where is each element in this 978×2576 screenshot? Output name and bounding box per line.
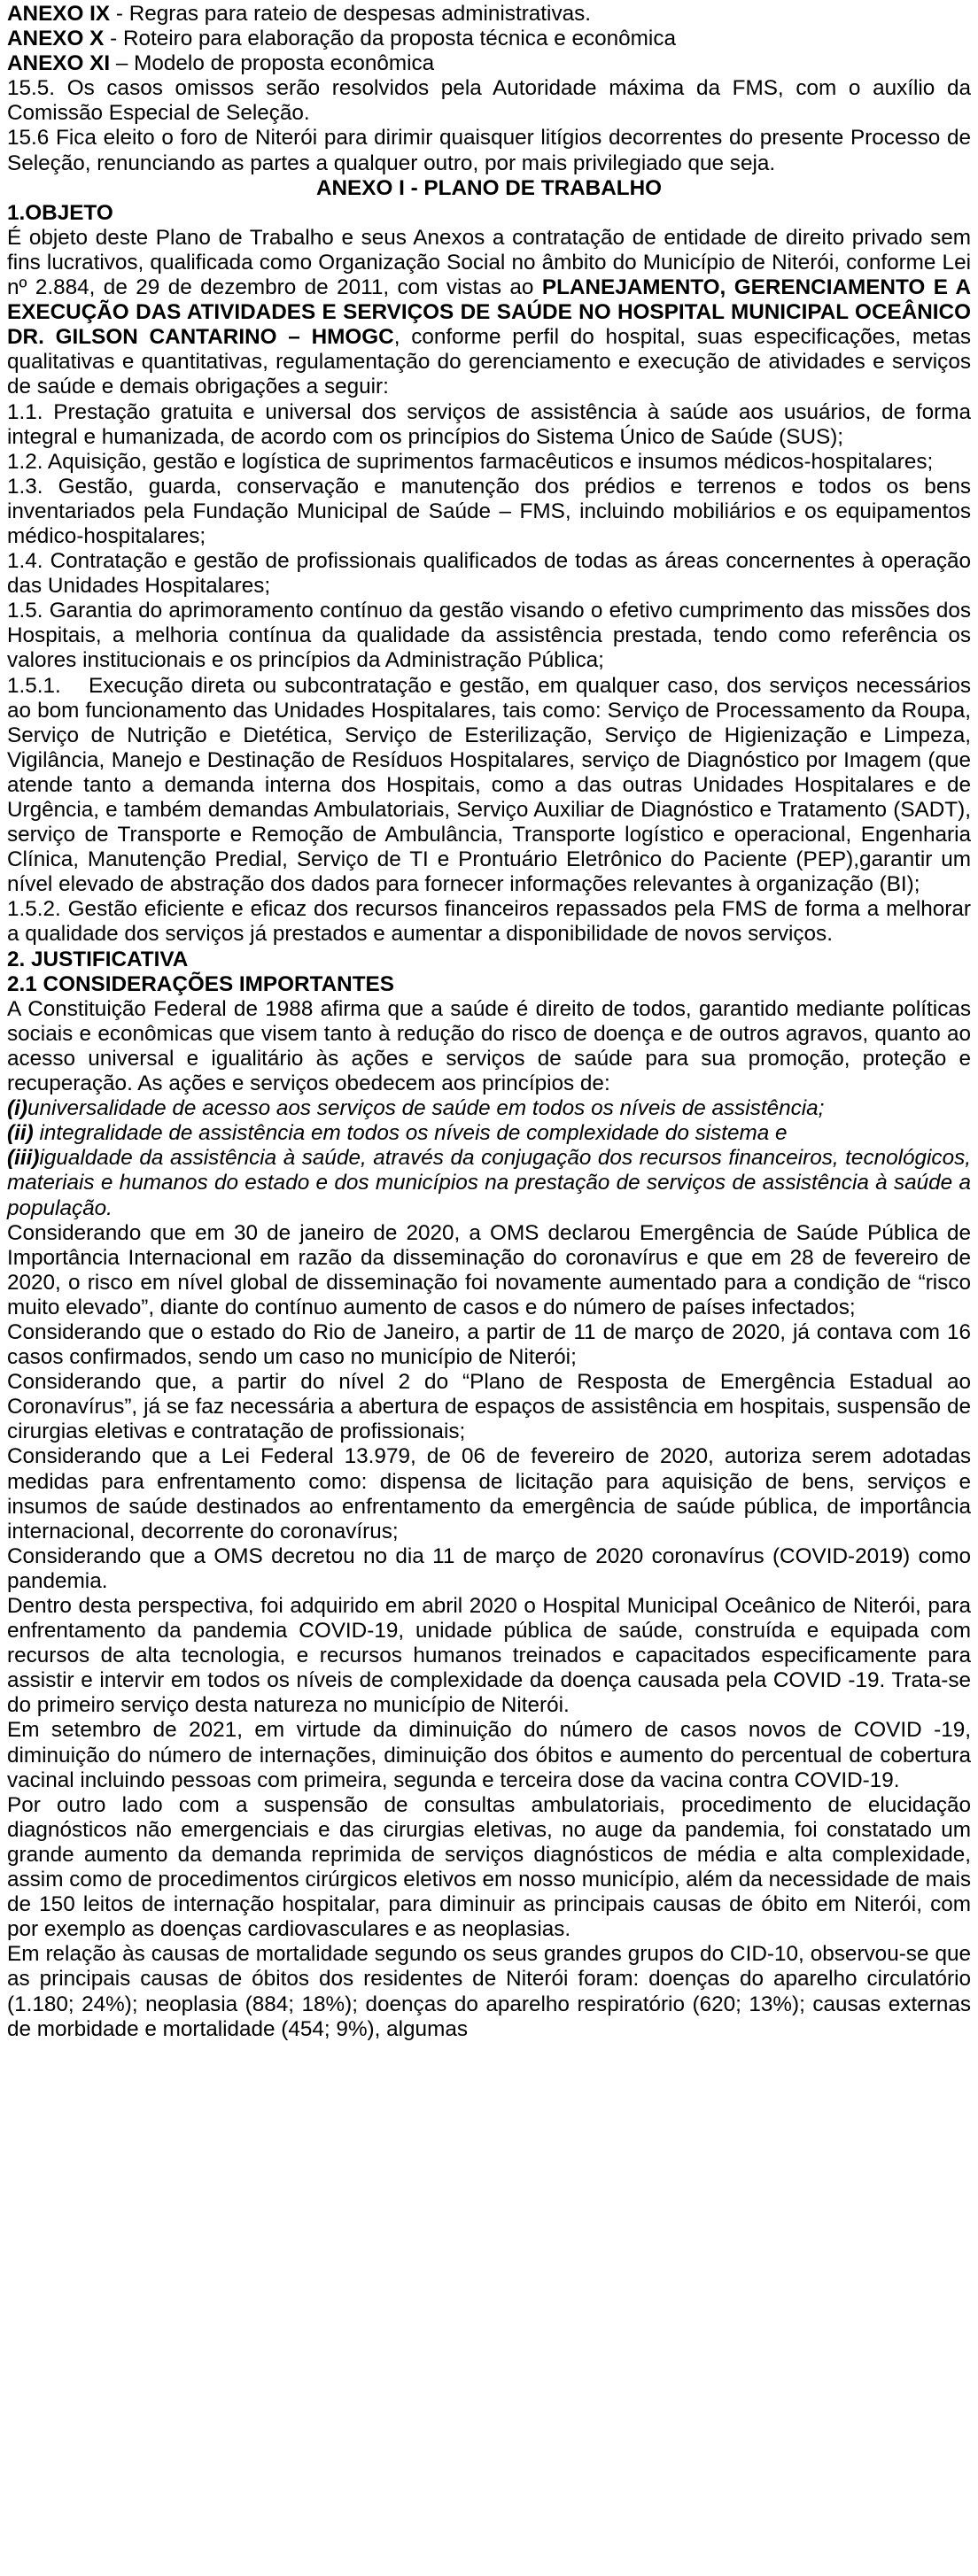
principle-text: integralidade de assistência em todos os níveis de complexidade do sistema e: [33, 1121, 788, 1146]
objeto-intro: É objeto deste Plano de Trabalho e seus Anexos a contratação de entidade de direito privado sem fins lucrativos, qualificada como Organização Social no âmbito do Município de Niterói, conforme Lei nº 2.884, de 29 de dezembro de 2011, com vistas ao: [7, 225, 971, 300]
annex-label: ANEXO X: [7, 27, 105, 51]
annex-i-title-text: ANEXO I - PLANO DE TRABALHO: [315, 175, 663, 200]
annex-x-line: [7, 27, 971, 51]
section-1-heading-text: 1.OBJETO: [7, 200, 113, 225]
item-1-1: 1.1. Prestação gratuita e universal dos serviços de assistência à saúde aos usuários, de forma integral e humanizada, de acordo com os princípios do Sistema Único de Saúde (SUS);: [7, 399, 971, 449]
item-number: 1.5.1.: [7, 673, 61, 698]
section-1-heading: [7, 201, 971, 226]
annex-i-title: [7, 176, 971, 201]
item-1-3: 1.3. Gestão, guarda, conservação e manutenção dos prédios e terrenos e todos os bens inventariados pela Fundação Municipal de Saúde – FMS, incluindo mobiliários e os equipamentos médico-hospitalares;: [7, 474, 971, 548]
principle-marker: (iii): [7, 1146, 40, 1171]
principle-marker: (i): [7, 1096, 27, 1121]
principle-marker: (ii): [7, 1121, 34, 1146]
paragraph-emergency-plan: Considerando que, a partir do nível 2 do “Plano de Resposta de Emergência Estadual ao Coronavírus”, já se faz necessária a abertura de espaços de assistência em hospitais, suspensão de cirurgias eletivas e contratação de profissionais;: [7, 1370, 971, 1444]
objeto-bold: PLANEJAMENTO, GERENCIAMENTO E A EXECUÇÃO DAS ATIVIDADES E SERVIÇOS DE SAÚDE NO HOSPITAL MUNICIPAL OCEÂNICO DR. GILSON CANTARINO – HMOGC: [7, 275, 971, 350]
annex-label: ANEXO XI: [7, 51, 111, 76]
principle-3: [7, 1146, 971, 1220]
item-1-2: 1.2. Aquisição, gestão e logística de suprimentos farmacêuticos e insumos médicos-hospitalares;: [7, 449, 934, 474]
paragraph-rio-cases: Considerando que o estado do Rio de Janeiro, a partir de 11 de março de 2020, já contava com 16 casos confirmados, sendo um caso no município de Niterói;: [7, 1319, 971, 1370]
paragraph-pandemic: Considerando que a OMS decretou no dia 11 de março de 2020 coronavírus (COVID-2019) como pandemia.: [7, 1543, 971, 1593]
principle-text: universalidade de acesso aos serviços de saúde em todos os níveis de assistência;: [27, 1096, 825, 1121]
annex-xi-line: [7, 51, 971, 76]
annex-ix-line: [7, 2, 971, 27]
annex-text: - Roteiro para elaboração da proposta técnica e econômica: [104, 27, 676, 51]
paragraph-demand: Por outro lado com a suspensão de consultas ambulatoriais, procedimento de elucidação diagnósticos não emergenciais e das cirurgias eletivas, no auge da pandemia, foi constatado um grande aumento da demanda reprimida de serviços diagnósticos de média e alta complexidade, assim como de procedimentos cirúrgicos eletivos em nosso município, além da necessidade de mais de 150 leitos de internação hospitalar, para diminuir as principais causas de óbito em Niterói, com por exemplo as doenças cardiovasculares e as neoplasias.: [7, 1792, 971, 1942]
principle-2: [7, 1121, 971, 1146]
section-2-1-heading-text: 2.1 CONSIDERAÇÕES IMPORTANTES: [7, 971, 394, 996]
clause-15-5: 15.5. Os casos omissos serão resolvidos pela Autoridade máxima da FMS, com o auxílio da Comissão Especial de Seleção.: [7, 76, 971, 126]
objeto-rest: , conforme perfil do hospital, suas especificações, metas qualitativas e quantitativas, regulamentação do gerenciamento e execução de atividades e serviços de saúde e demais obrigações a seguir:: [7, 325, 971, 399]
paragraph-oms-2020: Considerando que em 30 de janeiro de 2020, a OMS declarou Emergência de Saúde Pública de Importância Internacional em razão da disseminação do coronavírus e que em 28 de fevereiro de 2020, o risco em nível global de disseminação foi novamente aumentado para a condição de “risco muito elevado”, diante do contínuo aumento de casos e do número de países infectados;: [7, 1220, 971, 1319]
annex-text: - Regras para rateio de despesas administrativas.: [110, 2, 592, 26]
principle-1: [7, 1096, 971, 1121]
item-1-5: 1.5. Garantia do aprimoramento contínuo da gestão visando o efetivo cumprimento das missões dos Hospitais, a melhoria contínua da qualidade da assistência prestada, tendo como referência os valores institucionais e os princípios da Administração Pública;: [7, 599, 971, 673]
paragraph-hospital-acquired: Dentro desta perspectiva, foi adquirido em abril 2020 o Hospital Municipal Oceânico de Niterói, para enfrentamento da pandemia COVID-19, unidade pública de saúde, construída e equipada com recursos de alta tecnologia, e recursos humanos treinados e capacitados especificamente para assistir e intervir em todos os níveis de complexidade da doença causada pela COVID -19. Trata-se do primeiro serviço desta natureza no município de Niterói.: [7, 1594, 971, 1718]
paragraph-federal-law: Considerando que a Lei Federal 13.979, de 06 de fevereiro de 2020, autoriza serem adotadas medidas para enfrentamento como: dispensa de licitação para aquisição de bens, serviços e insumos de saúde destinados ao enfrentamento da emergência de saúde pública, de importância internacional, decorrente do coronavírus;: [7, 1444, 971, 1543]
section-2-heading-text: 2. JUSTIFICATIVA: [7, 947, 189, 971]
annex-label: ANEXO IX: [7, 2, 111, 26]
principle-text: igualdade da assistência à saúde, através da conjugação dos recursos financeiros, tecnológicos, materiais e humanos do estado e dos municípios na prestação de serviços de assistência à saúde a população.: [7, 1146, 971, 1220]
item-1-5-2: 1.5.2. Gestão eficiente e eficaz dos recursos financeiros repassados pela FMS de forma a melhorar a qualidade dos serviços já prestados e aumentar a disponibilidade de novos serviços.: [7, 897, 971, 947]
clause-15-6: 15.6 Fica eleito o foro de Niterói para dirimir quaisquer litígios decorrentes do presente Processo de Seleção, renunciando as partes a qualquer outro, por mais privilegiado que seja.: [7, 126, 971, 175]
item-text: Execução direta ou subcontratação e gestão, em qualquer caso, dos serviços necessários ao bom funcionamento das Unidades Hospitalares, tais como: Serviço de Processamento da Roupa, Serviço de Nutrição e Dietética, Serviço de Esterilização, Serviço de Higienização e Limpeza, Vigilância, Manejo e Destinação de Resíduos Hospitalares, serviço de Diagnóstico por Imagem (que atende tanto a demanda interna dos Hospitais, como a das outras Unidades Hospitalares e de Urgência, e também demandas Ambulatoriais, Serviço Auxiliar de Diagnóstico e Tratamento (SADT), serviço de Transporte e Remoção de Ambulância, Transporte logístico e operacional, Engenharia Clínica, Manutenção Predial, Serviço de TI e Prontuário Eletrônico do Paciente (PEP),garantir um nível elevado de abstração dos dados para fornecer informações relevantes à organização (BI);: [7, 673, 971, 897]
objeto-paragraph: [7, 226, 971, 400]
item-1-4: 1.4. Contratação e gestão de profissionais qualificados de todas as áreas concernentes à operação das Unidades Hospitalares;: [7, 549, 971, 599]
paragraph-mortality: Em relação às causas de mortalidade segundo os seus grandes grupos do CID-10, observou-se que as principais causas de óbitos dos residentes de Niterói foram: doenças do aparelho circulatório (1.180; 24%); neoplasia (884; 18%); doenças do aparelho respiratório (620; 13%); causas externas de morbidade e mortalidade (454; 9%), algumas: [7, 1942, 971, 2041]
constitution-paragraph: A Constituição Federal de 1988 afirma que a saúde é direito de todos, garantido mediante políticas sociais e econômicas que visem tanto à redução do risco de doença e de outros agravos, quanto ao acesso universal e igualitário às ações e serviços de saúde para sua promoção, proteção e recuperação. As ações e serviços obedecem aos princípios de:: [7, 996, 971, 1096]
item-1-5-1: [7, 674, 971, 898]
section-2-1-heading: [7, 972, 971, 997]
paragraph-september-2021: Em setembro de 2021, em virtude da diminuição do número de casos novos de COVID -19, diminuição do número de internações, diminuição dos óbitos e aumento do percentual de cobertura vacinal incluindo pessoas com primeira, segunda e terceira dose da vacina contra COVID-19.: [7, 1718, 971, 1792]
section-2-heading: [7, 948, 971, 972]
annex-text: – Modelo de proposta econômica: [110, 51, 435, 76]
